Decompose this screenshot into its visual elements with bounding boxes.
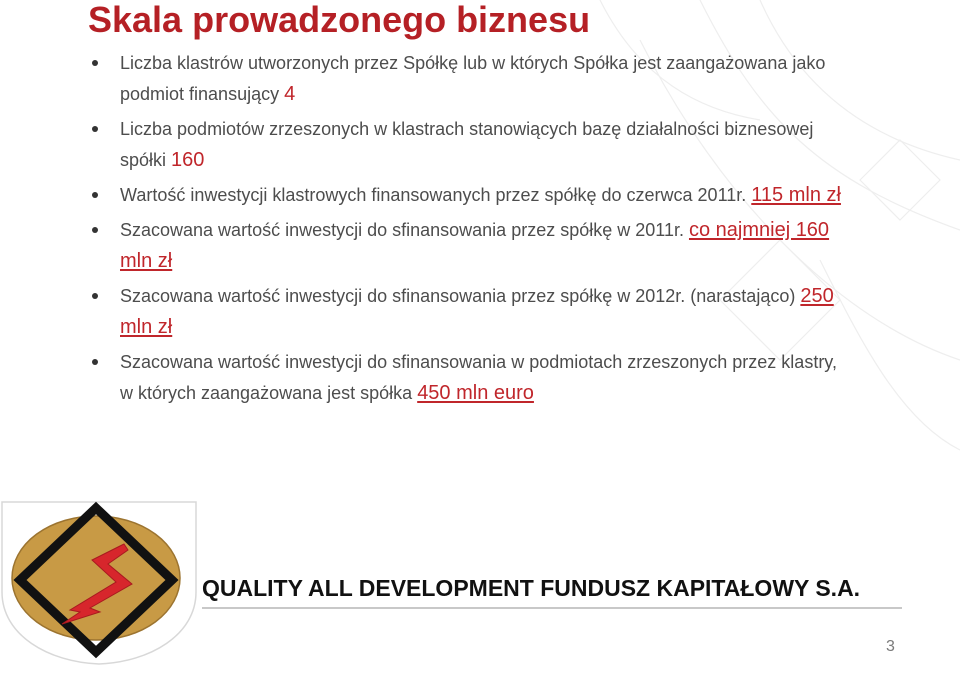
bullet-item — [92, 281, 852, 343]
company-name: QUALITY ALL DEVELOPMENT FUNDUSZ KAPITAŁOWY S.A. — [202, 575, 861, 601]
bullet-value: co najmniej 160 mln zł — [120, 219, 830, 272]
bullet-text: Szacowana wartość inwestycji do sfinansowania w podmiotach zrzeszonych przez klastry, w których zaangażowana jest spółka — [120, 352, 837, 403]
bullet-item — [92, 215, 852, 277]
bullet-text: Szacowana wartość inwestycji do sfinansowania przez spółkę w 2012r. (narastająco) — [120, 286, 796, 306]
bullet-value: 115 mln zł — [751, 184, 841, 206]
company-logo — [0, 500, 198, 665]
bullet-value: 160 — [171, 149, 205, 171]
bullet-item — [92, 347, 852, 409]
bullet-list — [92, 48, 852, 409]
bullet-value: 450 mln euro — [417, 382, 534, 404]
bullet-text: Liczba klastrów utworzonych przez Spółkę lub w których Spółka jest zaangażowana jako podmiot finansujący — [120, 53, 826, 104]
logo-oval — [12, 516, 180, 640]
footer-divider — [202, 607, 902, 609]
bullet-value: 4 — [284, 83, 296, 105]
bullet-item — [92, 180, 852, 211]
slide-title: Skala prowadzonego biznesu — [88, 0, 591, 40]
bullet-value: 250 mln zł — [120, 285, 834, 338]
page-number: 3 — [886, 638, 895, 655]
bullet-text: Szacowana wartość inwestycji do sfinansowania przez spółkę w 2011r. — [120, 220, 684, 240]
bullet-text: Liczba podmiotów zrzeszonych w klastrach stanowiących bazę działalności biznesowej spółki — [120, 119, 814, 170]
bullet-item — [92, 114, 852, 176]
bullet-text: Wartość inwestycji klastrowych finansowanych przez spółkę do czerwca 2011r. — [120, 185, 747, 205]
bullet-item — [92, 48, 852, 110]
